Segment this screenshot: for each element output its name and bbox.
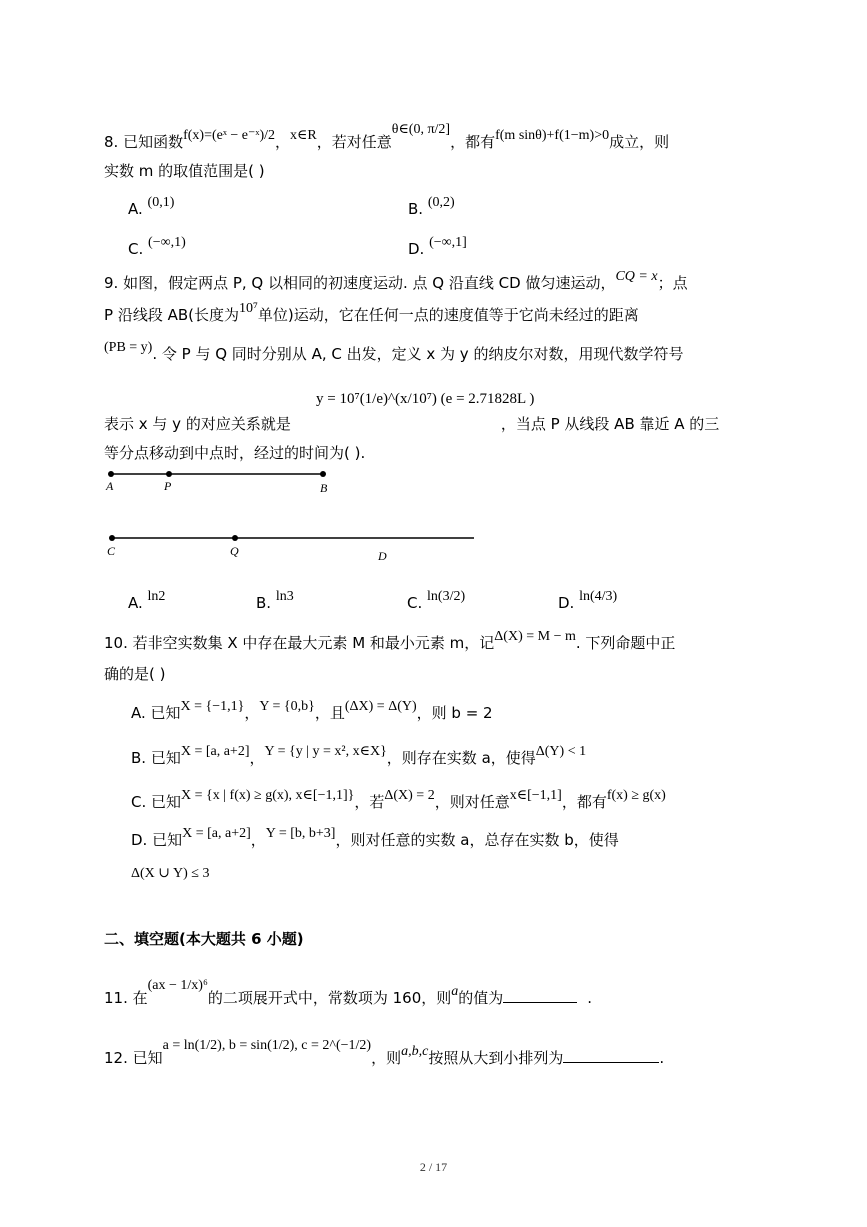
q8-option-d[interactable]: D. (−∞,1] [408, 235, 467, 258]
q10-option-d-continued: Δ(X ∪ Y) ≤ 3 [131, 866, 210, 881]
label-b: B [320, 481, 328, 495]
q8-inequality: f(m sinθ)+f(1−m)>0 [495, 128, 610, 143]
label-q: Q [230, 544, 239, 558]
q8-option-b[interactable]: B. (0,2) [408, 195, 455, 218]
q12-line: 12. 已知a = ln(1/2), b = sin(1/2), c = 2^(−1/2)，则a,b,c按照从大到小排列为 . [104, 1038, 665, 1067]
q9-option-c[interactable]: C. ln(3/2) [407, 589, 466, 612]
q9-formula: y = 10⁷(1/e)^(x/10⁷) (e = 2.71828L ) [316, 391, 535, 407]
q9-line3: (PB = y). 令 P 与 Q 同时分别从 A, C 出发，定义 x 为 y 的纳皮尔对数，用现代数学符号 [104, 340, 684, 363]
q8-theta-range: θ∈(0, π/2] [391, 122, 451, 137]
label-d: D [378, 549, 387, 563]
q11-binomial: (ax − 1/x)⁶ [147, 978, 208, 993]
q8-option-a[interactable]: A. (0,1) [128, 195, 175, 218]
label-a: A [106, 479, 114, 493]
q10-line2: 确的是( ) [104, 665, 166, 683]
q10-option-b[interactable]: B. 已知X = [a, a+2]，Y = {y | y = x², x∈X}，则存在实数 a，使得Δ(Y) < 1 [131, 744, 587, 767]
q12-answer-blank[interactable] [563, 1048, 659, 1063]
q11-answer-blank[interactable] [503, 988, 577, 1003]
q9-line5: 等分点移动到中点时，经过的时间为( ). [104, 444, 366, 462]
q9-option-d[interactable]: D. ln(4/3) [558, 589, 618, 612]
q10-option-c[interactable]: C. 已知X = {x | f(x) ≥ g(x), x∈[−1,1]}，若Δ(X) = 2，则对任意x∈[−1,1]，都有f(x) ≥ g(x) [131, 788, 666, 811]
q8-option-c[interactable]: C. (−∞,1) [128, 235, 186, 258]
point-c [109, 535, 115, 541]
q10-option-d[interactable]: D. 已知X = [a, a+2]，Y = [b, b+3]，则对任意的实数 a，总存在实数 b，使得 [131, 826, 619, 849]
page-number: 2 / 17 [419, 1160, 448, 1174]
label-p: P [164, 479, 172, 493]
q9-option-a[interactable]: A. ln2 [128, 589, 166, 612]
label-c: C [107, 544, 116, 558]
q9-line1: 9. 如图，假定两点 P, Q 以相同的初速度运动. 点 Q 沿直线 CD 做匀速运动，CQ = x；点 [104, 269, 688, 292]
q8-function-definition: f(x)=(eˣ − e⁻ˣ)/2 [183, 128, 275, 143]
point-a [108, 471, 114, 477]
point-p [166, 471, 172, 477]
point-b [320, 471, 326, 477]
q10-line1: 10. 若非空实数集 X 中存在最大元素 M 和最小元素 m，记Δ(X) = M − m. 下列命题中正 [104, 629, 676, 652]
q8-line2: 实数 m 的取值范围是( ) [104, 162, 265, 180]
q9-figure [100, 466, 480, 566]
q9-line4: 表示 x 与 y 的对应关系就是 ，当点 P 从线段 AB 靠近 A 的三 [104, 415, 720, 433]
q8-domain: x∈R [290, 128, 317, 143]
q9-line2: P 沿线段 AB(长度为10⁷单位)运动，它在任何一点的速度值等于它尚未经过的距离 [104, 301, 639, 324]
section-heading-fill-in: 二、填空题(本大题共 6 小题) [104, 930, 304, 948]
point-q [232, 535, 238, 541]
q8-line1: 8. 已知函数f(x)=(eˣ − e⁻ˣ)/2，x∈R，若对任意θ∈(0, π/2]，都有f(m sinθ)+f(1−m)>0成立，则 [104, 122, 670, 151]
q11-line: 11. 在(ax − 1/x)⁶的二项展开式中，常数项为 160，则a的值为 . [104, 978, 593, 1007]
q10-option-a[interactable]: A. 已知X = {−1,1}，Y = {0,b}，且(ΔX) = Δ(Y)，则 b = 2 [131, 699, 493, 722]
q9-option-b[interactable]: B. ln3 [256, 589, 294, 612]
q12-definitions: a = ln(1/2), b = sin(1/2), c = 2^(−1/2) [162, 1038, 372, 1053]
